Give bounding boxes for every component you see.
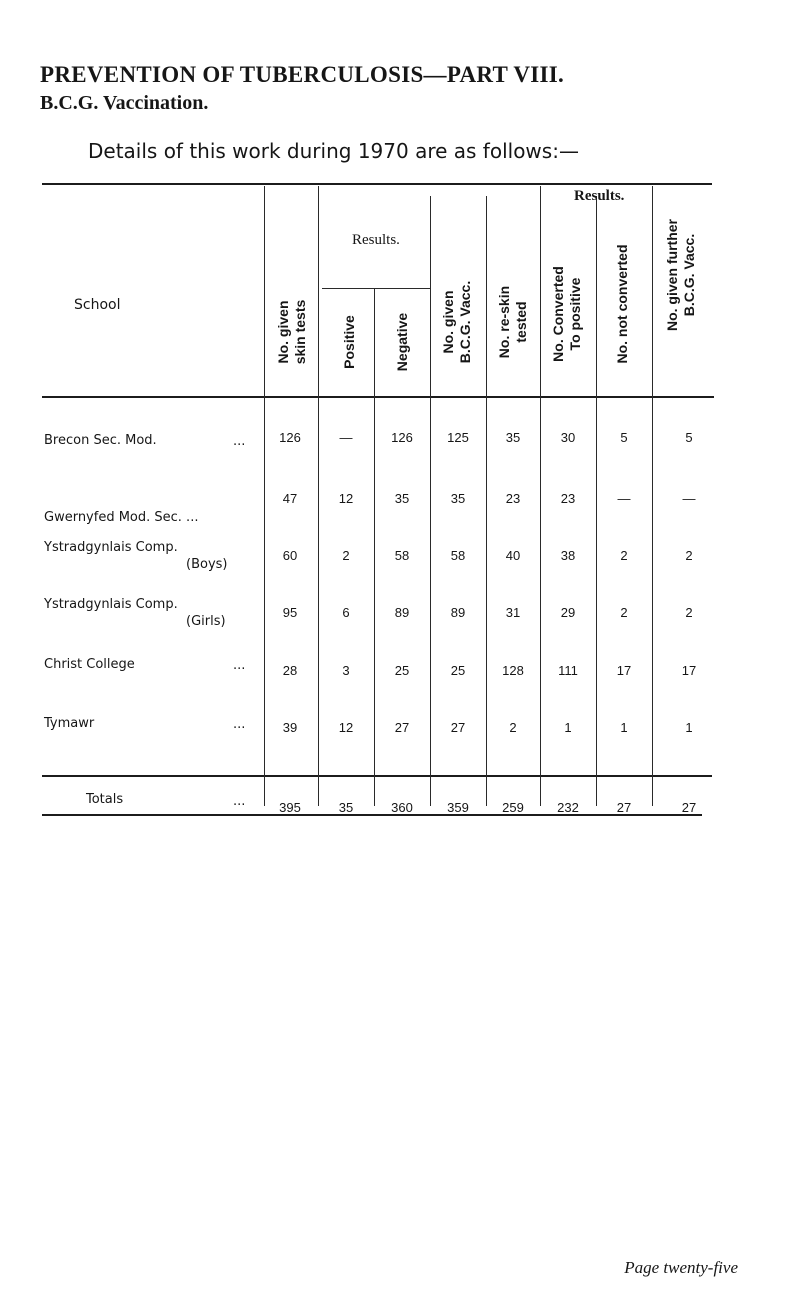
cell-reskin: 35 xyxy=(505,430,521,445)
page-number: Page twenty-five xyxy=(624,1258,738,1277)
cell-neg: 25 xyxy=(394,663,410,678)
cell-skin: 126 xyxy=(279,430,301,445)
totals-reskin: 259 xyxy=(502,800,524,815)
cell-pos: 12 xyxy=(338,491,354,506)
header-results: Results. xyxy=(352,232,400,248)
cell-bcg: 25 xyxy=(450,663,466,678)
cell-neg: 35 xyxy=(394,491,410,506)
leader-dots: ... xyxy=(233,658,246,673)
header-not-converted: No. not converted xyxy=(614,244,630,364)
cell-neg: 27 xyxy=(394,720,410,735)
cell-notconv: 17 xyxy=(616,663,632,678)
totals-rule xyxy=(42,775,712,777)
page-heading: PREVENTION OF TUBERCULOSIS—PART VIII. xyxy=(40,62,565,87)
cell-notconv: 5 xyxy=(620,430,628,445)
school-name: Ystradgynlais Comp. xyxy=(44,540,178,555)
cell-reskin: 2 xyxy=(509,720,517,735)
cell-further: 2 xyxy=(685,548,693,563)
cell-notconv: 1 xyxy=(620,720,628,735)
totals-not-converted: 27 xyxy=(616,800,632,815)
school-name: Gwernyfed Mod. Sec. ... xyxy=(44,510,199,525)
header-further-bcg: No. given further B.C.G. Vacc. xyxy=(664,219,697,332)
totals-negative: 360 xyxy=(391,800,413,815)
cell-reskin: 128 xyxy=(502,663,524,678)
header-results-2: Results. xyxy=(574,188,625,204)
cell-pos: — xyxy=(339,430,353,445)
cell-conv: 38 xyxy=(560,548,576,563)
cell-bcg: 35 xyxy=(450,491,466,506)
cell-reskin: 23 xyxy=(505,491,521,506)
header-skin-tests: No. given skin tests xyxy=(275,299,308,365)
cell-further: 2 xyxy=(685,605,693,620)
header-positive: Positive xyxy=(341,315,357,369)
table-top-rule xyxy=(42,183,712,185)
school-name: Tymawr xyxy=(44,716,95,731)
cell-reskin: 31 xyxy=(505,605,521,620)
totals-label: Totals xyxy=(86,792,124,807)
totals-leader: ... xyxy=(233,794,246,809)
totals-positive: 35 xyxy=(338,800,354,815)
header-school: School xyxy=(74,297,121,313)
cell-reskin: 40 xyxy=(505,548,521,563)
cell-notconv: — xyxy=(617,491,631,506)
totals-skin: 395 xyxy=(279,800,301,815)
cell-pos: 2 xyxy=(342,548,350,563)
cell-skin: 60 xyxy=(282,548,298,563)
cell-conv: 111 xyxy=(558,663,578,678)
results-divider xyxy=(322,288,430,289)
cell-pos: 3 xyxy=(342,663,350,678)
header-converted: No. Converted To positive xyxy=(550,266,583,362)
cell-notconv: 2 xyxy=(620,548,628,563)
header-negative: Negative xyxy=(394,312,410,372)
cell-bcg: 27 xyxy=(450,720,466,735)
cell-conv: 1 xyxy=(564,720,572,735)
school-name: Brecon Sec. Mod. xyxy=(44,433,157,448)
cell-further: 17 xyxy=(681,663,697,678)
leader-dots: ... xyxy=(233,434,246,449)
cell-bcg: 58 xyxy=(450,548,466,563)
cell-skin: 47 xyxy=(282,491,298,506)
cell-pos: 12 xyxy=(338,720,354,735)
totals-bcg: 359 xyxy=(447,800,469,815)
cell-bcg: 89 xyxy=(450,605,466,620)
cell-neg: 58 xyxy=(394,548,410,563)
cell-conv: 30 xyxy=(560,430,576,445)
table-header-rule xyxy=(42,396,714,398)
school-name: Christ College xyxy=(44,657,135,672)
school-name-qualifier: (Boys) xyxy=(186,557,228,572)
cell-pos: 6 xyxy=(342,605,350,620)
cell-notconv: 2 xyxy=(620,605,628,620)
cell-skin: 95 xyxy=(282,605,298,620)
cell-bcg: 125 xyxy=(447,430,469,445)
cell-further: 1 xyxy=(685,720,693,735)
leader-dots: ... xyxy=(233,717,246,732)
totals-converted: 232 xyxy=(557,800,579,815)
cell-conv: 23 xyxy=(560,491,576,506)
school-name: Ystradgynlais Comp. xyxy=(44,597,178,612)
cell-conv: 29 xyxy=(560,605,576,620)
cell-neg: 89 xyxy=(394,605,410,620)
cell-further: — xyxy=(682,491,696,506)
totals-further: 27 xyxy=(681,800,697,815)
school-name-qualifier: (Girls) xyxy=(186,614,226,629)
cell-neg: 126 xyxy=(391,430,413,445)
header-bcg-vacc: No. given B.C.G. Vacc. xyxy=(440,280,473,364)
cell-skin: 28 xyxy=(282,663,298,678)
header-reskin-tested: No. re-skin tested xyxy=(496,285,529,359)
cell-further: 5 xyxy=(685,430,693,445)
cell-skin: 39 xyxy=(282,720,298,735)
intro-text: Details of this work during 1970 are as follows:— xyxy=(88,139,579,163)
section-subheading: B.C.G. Vaccination. xyxy=(40,92,209,114)
